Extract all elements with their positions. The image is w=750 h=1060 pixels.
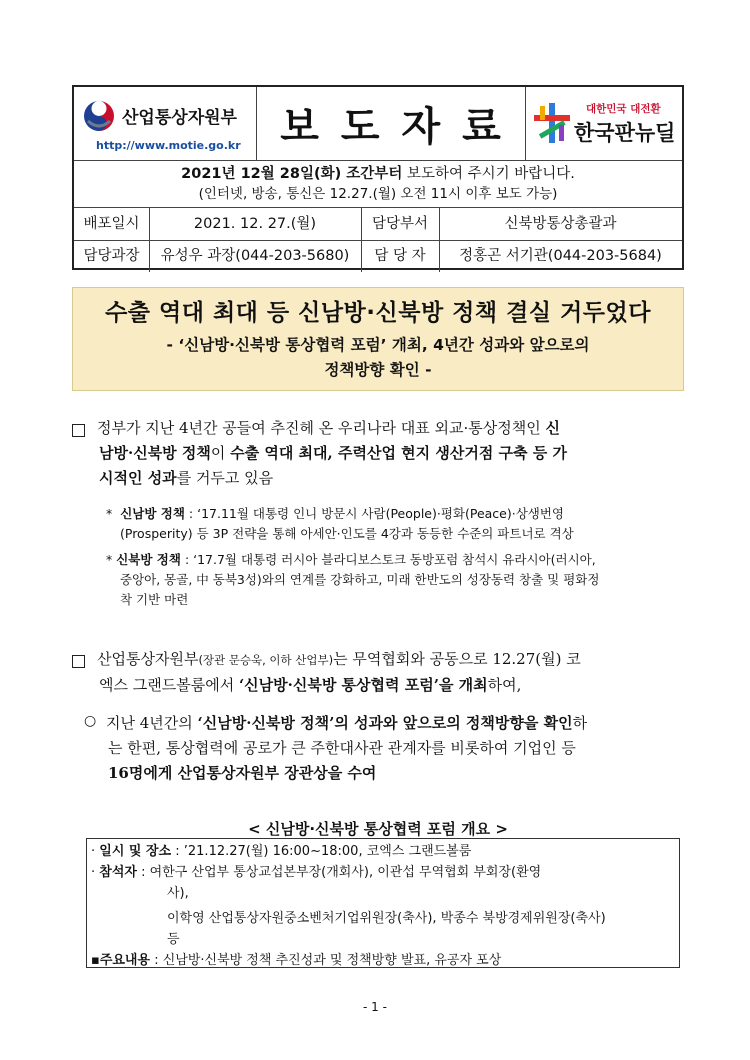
note-southern-policy: * 신남방 정책 : ‘17.11월 대통령 인니 방문시 사람(People)·평화(Peace)·상생번영 (Prosperity) 등 3P 전략을 통해 아세안·인도를 4강과 동등한 수준의 파트너로 격상 bbox=[106, 504, 686, 544]
ministry-name: 산업통상자원부 bbox=[122, 108, 237, 128]
p1-policy-bold: 남방·신북방 정책 bbox=[99, 444, 211, 462]
s1-line2: 는 한편, 통상협력에 공로가 큰 주한대사관 관계자를 비롯하여 기업인 등 bbox=[108, 739, 576, 757]
department: 신북방통상총괄과 bbox=[504, 216, 617, 232]
s1-text: 지난 4년간의 bbox=[106, 714, 198, 732]
summary-attendee-line2: 사), bbox=[167, 886, 189, 901]
ministry-logo-cell bbox=[74, 87, 257, 160]
taegeuk-emblem-icon bbox=[80, 97, 118, 135]
brand-logo-cell bbox=[526, 87, 682, 160]
paragraph-2 bbox=[97, 647, 687, 698]
label-release-date: 배포일시 bbox=[74, 208, 150, 240]
contact-row-2 bbox=[74, 240, 682, 272]
p1-result-bold: 수출 역대 최대, 주력산업 현지 생산거점 구축 등 가 bbox=[230, 444, 567, 462]
contact-person: 정홍곤 서기관(044-203-5684) bbox=[459, 248, 662, 264]
summary-title: < 신남방·신북방 통상협력 포럼 개요 > bbox=[248, 820, 508, 838]
note2-line2: 중앙아, 몽골, 中 동북3성)와의 연계를 강화하고, 미래 한반도의 성장동력 창출 및 평화정 bbox=[120, 572, 600, 587]
note-northern-policy: * 신북방 정책 : ‘17.7월 대통령 러시아 블라디보스토크 동방포럼 참석시 유라시아(러시아, 중앙아, 몽골, 中 동북3성)와의 연계를 강화하고, 미래 한반도의 성장동력 창출 및 평화정 착 기반 마련 bbox=[106, 550, 686, 610]
summary-date-value: : ’21.12.27(월) 16:00~18:00, 코엑스 그랜드볼룸 bbox=[175, 844, 472, 859]
p2-text: 는 무역협회와 공동으로 12.27(월) 코 bbox=[333, 650, 581, 668]
p2-forum-bold: ‘신남방·신북방 통상협력 포럼’을 개최 bbox=[238, 676, 488, 694]
checkbox-square-icon bbox=[72, 655, 85, 668]
embargo-online-notice: (인터넷, 방송, 통신은 12.27.(월) 오전 11시 이후 보도 가능) bbox=[198, 186, 558, 202]
doc-title: 보도자료 bbox=[256, 87, 526, 160]
headline-sub-line1: - ‘신남방·신북방 통상협력 포럼’ 개최, 4년간 성과와 앞으로의 bbox=[166, 336, 590, 354]
summary-date-label: 일시 및 장소 bbox=[99, 844, 172, 859]
summary-box: · 일시 및 장소 : ’21.12.27(월) 16:00~18:00, 코엑스 그랜드볼룸 · 참석자 : 여한구 산업부 통상교섭본부장(개회사), 이관섭 무역협회 부회장(환영 사), 이학영 산업통상자원중소벤처기업위원장(축사), 박종수 북방경제위원장(축사) 등 ▪주요내용 : 신남방·신북방 정책 추진성과 및 정책방향 발표, 유공자 포상 bbox=[86, 838, 680, 968]
summary-content-value: : 신남방·신북방 정책 추진성과 및 정책방향 발표, 유공자 포상 bbox=[154, 953, 502, 968]
embargo-rest: 보도하여 주시기 바랍니다. bbox=[402, 166, 575, 182]
embargo-date: 2021년 12월 28일(화) 조간부터 bbox=[181, 166, 403, 182]
headline-box bbox=[72, 287, 684, 391]
contact-row-1 bbox=[74, 208, 682, 241]
note1-label: 신남방 정책 bbox=[120, 506, 185, 521]
summary-attendee-line1: : 여한구 산업부 통상교섭본부장(개회사), 이관섭 무역협회 부회장(환영 bbox=[141, 865, 542, 880]
note2-label: 신북방 정책 bbox=[116, 552, 181, 567]
embargo-notice bbox=[74, 160, 682, 208]
p1-result-bold-2: 시적인 성과 bbox=[99, 469, 177, 487]
label-contact-person: 담 당 자 bbox=[361, 240, 440, 272]
summary-attendee-line3: 이학영 산업통상자원중소벤처기업위원장(축사), 박종수 북방경제위원장(축사) bbox=[167, 911, 606, 926]
s1-text-2: 하 bbox=[572, 714, 588, 732]
header-top-row bbox=[74, 87, 682, 161]
headline-sub bbox=[73, 333, 683, 383]
press-header-box bbox=[72, 85, 684, 270]
p2-venue: 엑스 그랜드볼룸에서 bbox=[99, 676, 239, 694]
paragraph-1 bbox=[97, 416, 687, 491]
release-date: 2021. 12. 27.(월) bbox=[149, 208, 362, 240]
note2-line1: : ‘17.7월 대통령 러시아 블라디보스토크 동방포럼 참석시 유라시아(러시아, bbox=[180, 552, 596, 567]
headline-sub-line2: 정책방향 확인 - bbox=[324, 361, 432, 379]
summary-attendee-line4: 등 bbox=[167, 932, 180, 947]
note1-line1: : ‘17.11월 대통령 인니 방문시 사람(People)·평화(Peace)·상생번영 bbox=[184, 506, 565, 521]
p2-minister-note: (장관 문승욱, 이하 산업부) bbox=[198, 653, 334, 667]
note1-line2: (Prosperity) 등 3P 전략을 통해 아세안·인도를 4강과 동등한 수준의 파트너로 격상 bbox=[120, 526, 574, 541]
p2-text-2: 하여, bbox=[487, 676, 522, 694]
page-number: - 1 - bbox=[363, 1000, 387, 1014]
circle-bullet-icon: ○ bbox=[84, 713, 97, 729]
p1-text-2: 이 bbox=[210, 444, 231, 462]
p2-ministry: 산업통상자원부 bbox=[97, 650, 199, 668]
summary-attendee-label: 참석자 bbox=[99, 865, 137, 880]
s1-bold: ‘신남방·신북방 정책’의 성과와 앞으로의 정책방향을 확인 bbox=[197, 714, 573, 732]
headline-main: 수출 역대 최대 등 신남방·신북방 정책 결실 거두었다 bbox=[105, 300, 651, 326]
brand-name: 한국판뉴딜 bbox=[574, 121, 676, 145]
p1-bold: 신 bbox=[545, 419, 560, 437]
label-department: 담당부서 bbox=[361, 208, 440, 240]
brand-tagline: 대한민국 대전환 bbox=[586, 103, 661, 115]
p1-text: 정부가 지난 4년간 공들여 추진헤 온 우리나라 대표 외교·통상정책인 bbox=[97, 419, 546, 437]
summary-content-label: 주요내용 bbox=[99, 953, 151, 968]
sub-bullet-1 bbox=[106, 711, 688, 786]
ministry-url-link[interactable]: http://www.motie.go.kr bbox=[96, 139, 241, 152]
p1-text-3: 를 거두고 있음 bbox=[176, 469, 274, 487]
note2-line3: 착 기반 마련 bbox=[120, 592, 189, 607]
new-deal-logo-icon bbox=[532, 101, 572, 145]
s1-line3-bold: 16명에게 산업통상자원부 장관상을 수여 bbox=[108, 764, 377, 782]
checkbox-square-icon bbox=[72, 424, 85, 437]
director: 유성우 과장(044-203-5680) bbox=[149, 240, 362, 272]
label-director: 담당과장 bbox=[74, 240, 150, 272]
